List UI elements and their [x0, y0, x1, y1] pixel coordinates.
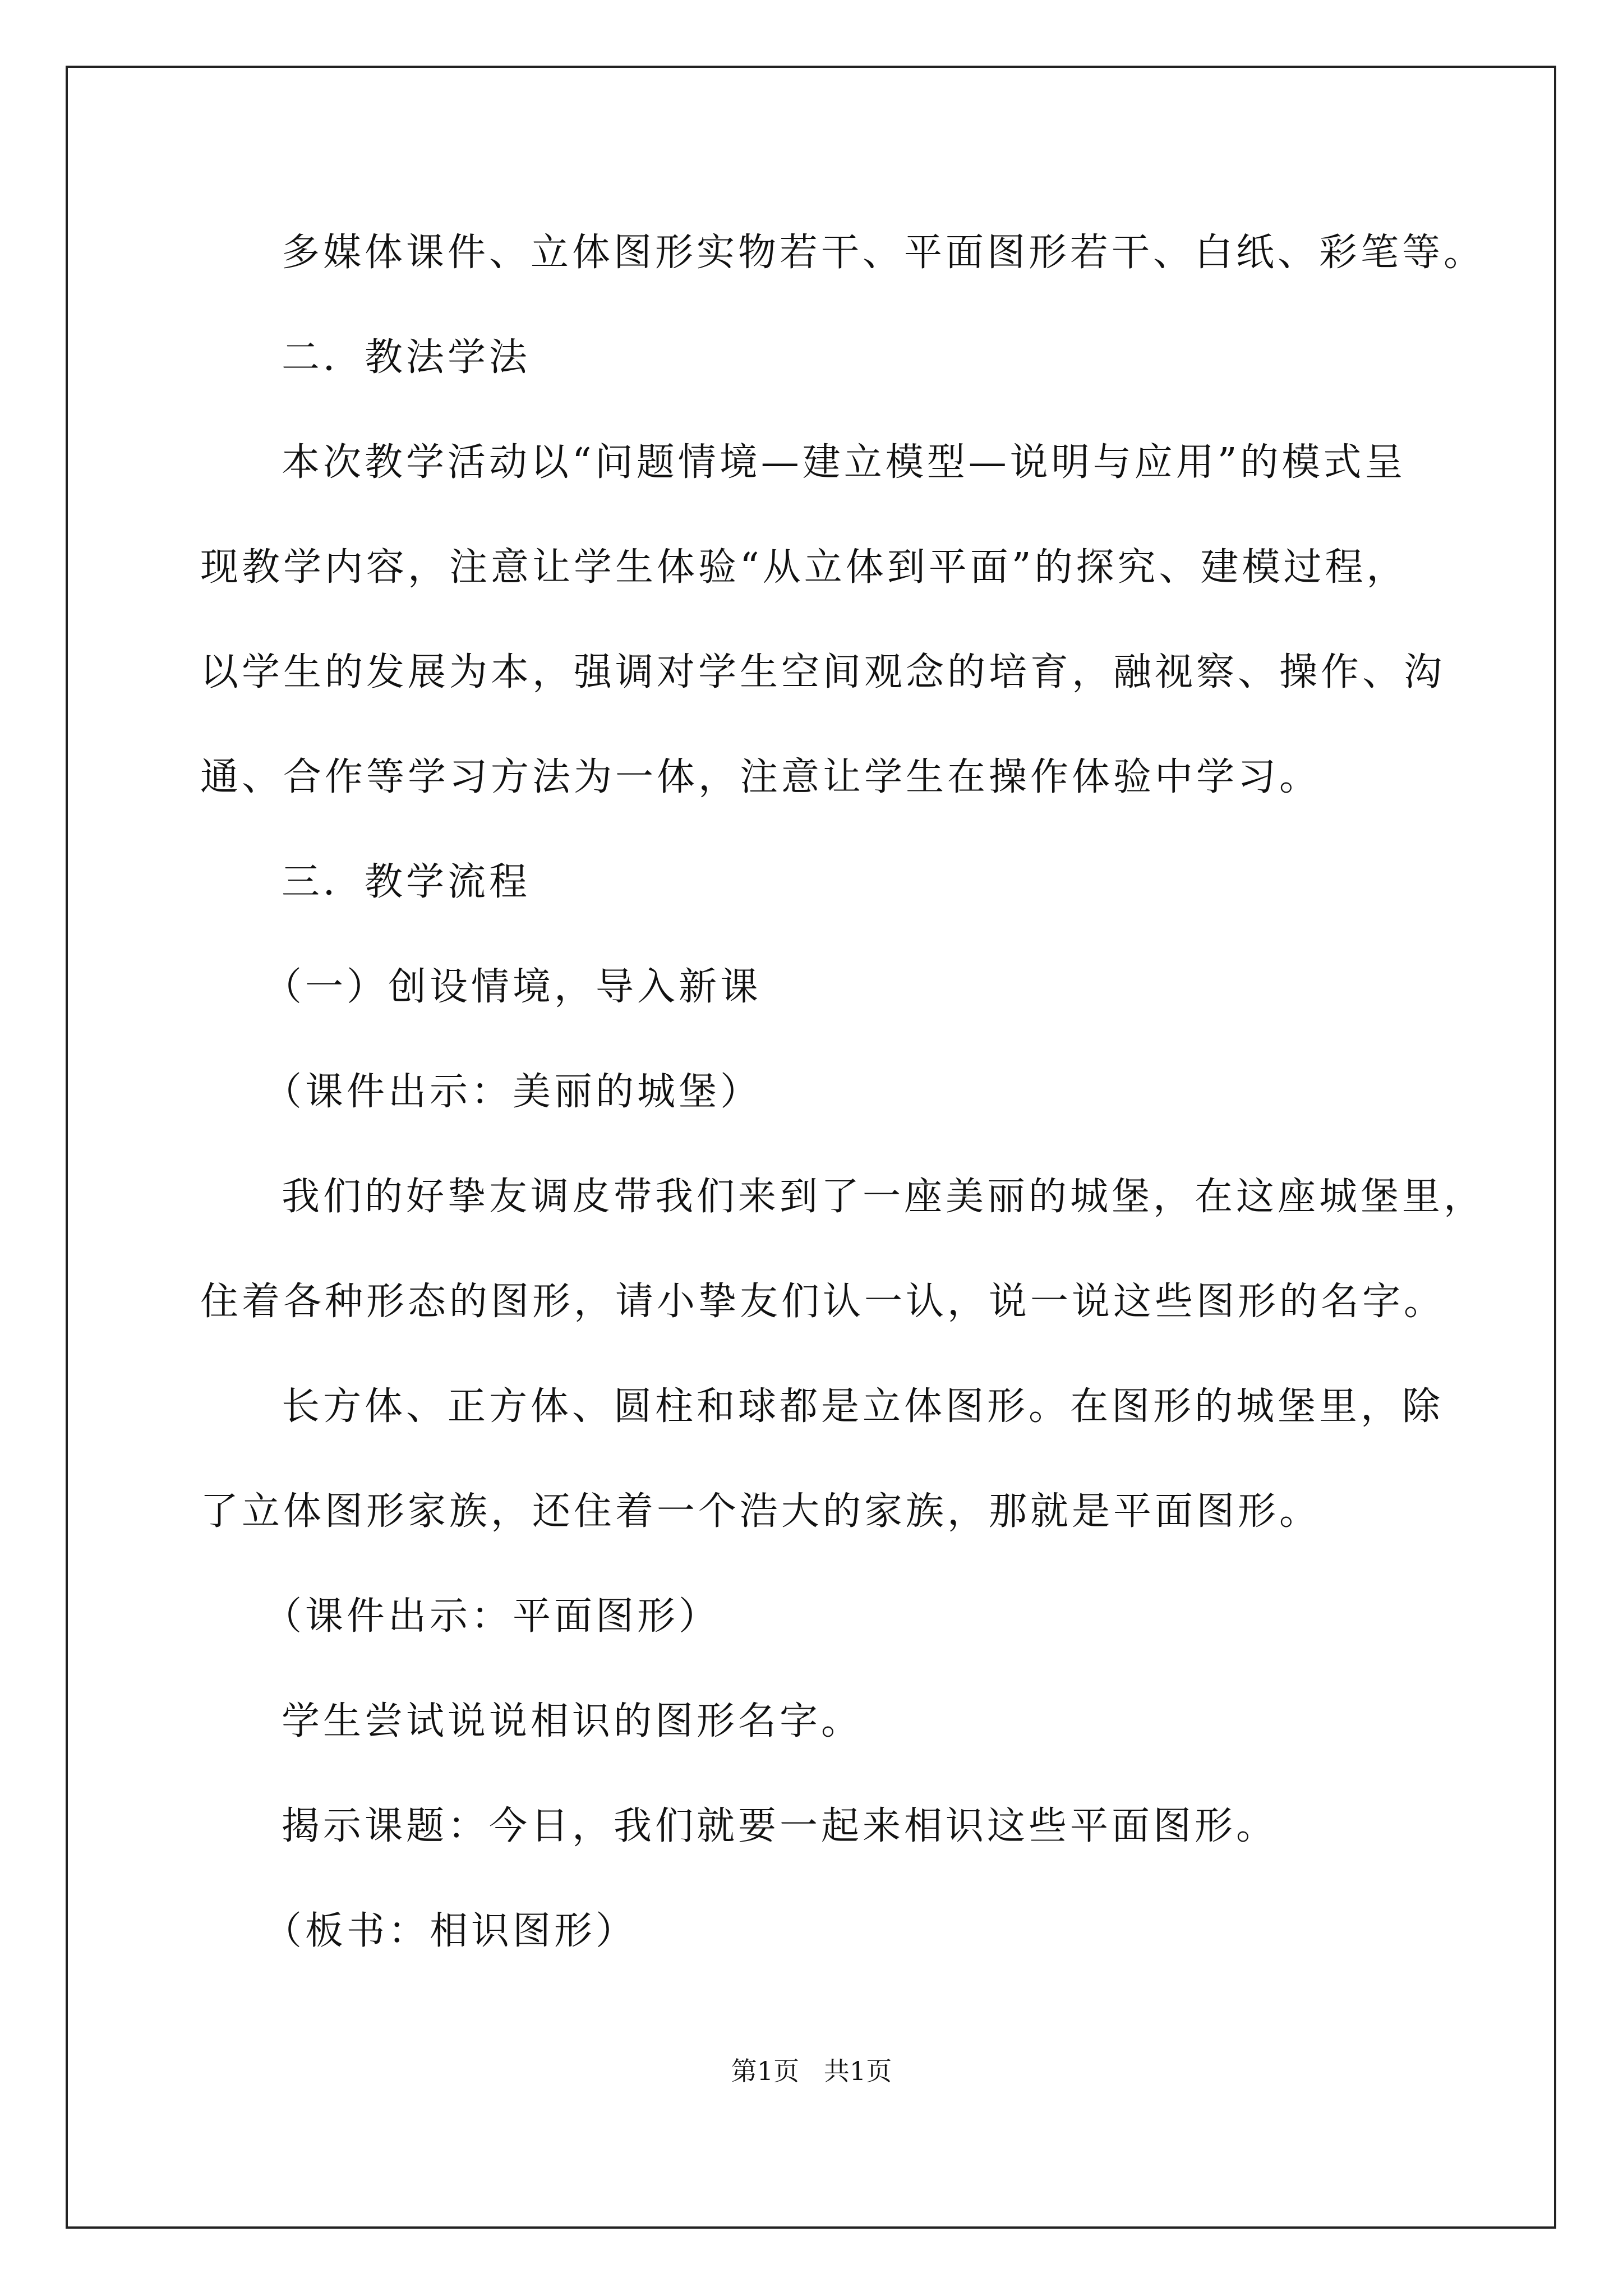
paragraph-line: （课件出示：美丽的城堡）	[264, 1070, 762, 1114]
paragraph-line: 学生尝试说说相识的图形名字。	[282, 1699, 863, 1743]
paragraph-line: 本次教学活动以“问题情境—建立模型—说明与应用”的模式呈	[282, 440, 1407, 485]
paragraph-line: 住着各种形态的图形，请小挚友们认一认，说一说这些图形的名字。	[200, 1280, 1446, 1324]
paragraph-line: 揭示课题：今日，我们就要一起来相识这些平面图形。	[282, 1804, 1278, 1848]
paragraph-line: （板书：相识图形）	[264, 1909, 638, 1953]
paragraph-line: 以学生的发展为本，强调对学生空间观念的培育，融视察、操作、沟	[200, 650, 1446, 694]
paragraph-line: 长方体、正方体、圆柱和球都是立体图形。在图形的城堡里，除	[282, 1384, 1444, 1429]
paragraph-line: 通、合作等学习方法为一体，注意让学生在操作体验中学习。	[200, 755, 1321, 799]
section-heading: 三．教学流程	[282, 860, 531, 904]
paragraph-line: 了立体图形家族，还住着一个浩大的家族，那就是平面图形。	[200, 1489, 1321, 1534]
paragraph-line: 我们的好挚友调皮带我们来到了一座美丽的城堡，在这座城堡里，	[282, 1175, 1486, 1219]
subsection-heading: （一）创设情境，导入新课	[264, 965, 762, 1009]
paragraph-line: 现教学内容，注意让学生体验“从立体到平面”的探究、建模过程，	[200, 545, 1408, 590]
page-number-footer: 第1页 共1页	[731, 2056, 892, 2086]
page-border	[66, 66, 1556, 2229]
paragraph-line: （课件出示：平面图形）	[264, 1594, 721, 1639]
paragraph-line: 多媒体课件、立体图形实物若干、平面图形若干、白纸、彩笔等。	[282, 231, 1486, 275]
section-heading: 二．教法学法	[282, 335, 531, 380]
